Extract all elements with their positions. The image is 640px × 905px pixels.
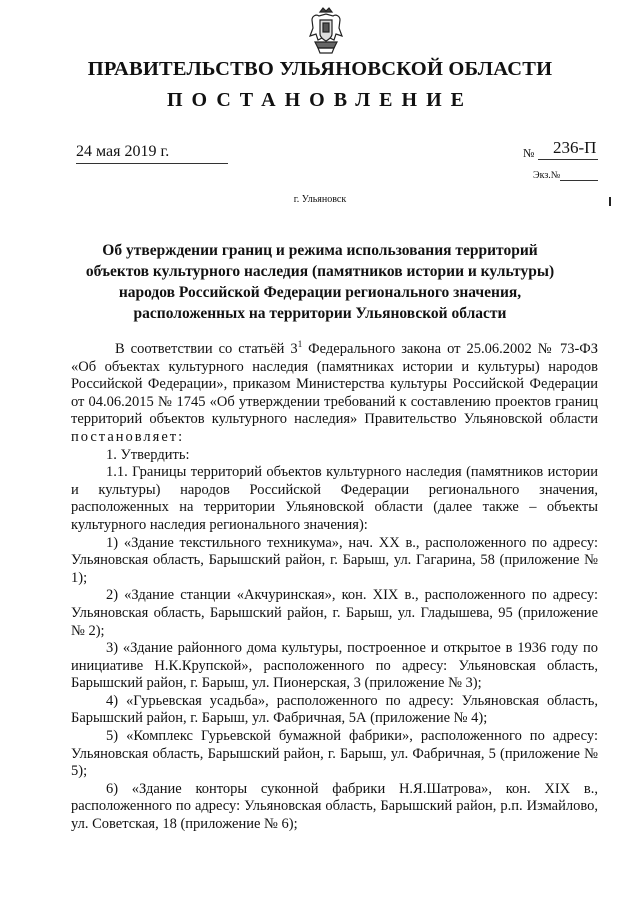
city: г. Ульяновск bbox=[293, 194, 347, 205]
intro-text: Федерального закона от 25.06.2002 № 73-ФЗ «Об объектах культурного наследия (памятниках истории и культуры) народов Российской Федерации», приказом Министерства культуры Российской Федерации от 04.06.2015 № 1745 «Об утверждении требований к составлению проектов границ территорий объектов культурного наследия» Правительство Ульяновской области bbox=[71, 341, 598, 428]
government-name: ПРАВИТЕЛЬСТВО УЛЬЯНОВСКОЙ ОБЛАСТИ bbox=[87, 58, 553, 80]
copy-number-label: Экз.№ bbox=[533, 170, 561, 181]
title-line: объектов культурного наследия (памятников истории и культуры) bbox=[85, 263, 555, 280]
title-line: Об утверждении границ и режима использования территорий bbox=[102, 242, 538, 259]
document-date: 24 мая 2019 г. bbox=[76, 143, 170, 160]
date-underline bbox=[76, 163, 228, 164]
document-body bbox=[71, 341, 598, 834]
article-superscript: 1 bbox=[297, 339, 303, 350]
intro-end: : bbox=[178, 428, 183, 445]
list-item: 5) «Комплекс Гурьевской бумажной фабрики», расположенного по адресу: Ульяновская область, Барышский район, г. Барыш, ул. Фабричная, 5 (приложение № 5); bbox=[71, 728, 598, 780]
list-item: 4) «Гурьевская усадьба», расположенного по адресу: Ульяновская область, Барышский район, г. Барыш, ул. Фабричная, 5А (приложение № 4); bbox=[71, 692, 598, 727]
list-item: 2) «Здание станции «Акчуринская», кон. ХIХ в., расположенного по адресу: Ульяновская область, Барышский район, г. Барыш, ул. Гладышева, 95 (приложение № 2); bbox=[71, 587, 598, 639]
clause-1-1: 1.1. Границы территорий объектов культурного наследия (памятников истории и культуры) народов Российской Федерации регионального значения, расположенных на территории Ульяновской области (далее также – объекты культурного наследия регионального значения): bbox=[71, 464, 598, 533]
list-item: 3) «Здание районного дома культуры, построенное и открытое в 1936 году по инициативе Н.К.Крупской», расположенного по адресу: Ульяновская область, Барышский район, г. Барыш, ул. Пионерская, 3 (приложение № 3); bbox=[71, 640, 598, 692]
number-underline bbox=[538, 159, 598, 160]
title-line: народов Российской Федерации регионального значения, bbox=[118, 284, 522, 301]
document-number: 236-П bbox=[553, 138, 597, 157]
document-title bbox=[70, 240, 570, 324]
resolves-word: постановляет bbox=[71, 428, 179, 445]
approve-clause: 1. Утвердить: bbox=[106, 446, 190, 463]
copy-number-underline bbox=[560, 180, 598, 181]
title-line: расположенных на территории Ульяновской области bbox=[133, 305, 507, 322]
list-item: 1) «Здание текстильного техникума», нач. ХХ в., расположенного по адресу: Ульяновская область, Барышский район, г. Барыш, ул. Гагарина, 58 (приложение № 1); bbox=[71, 534, 598, 586]
list-item: 6) «Здание конторы суконной фабрики Н.Я.Шатрова», кон. ХIХ в., расположенного по адресу: Ульяновская область, Барышский район, р.п. Измайлово, ул. Советская, 18 (приложение № 6); bbox=[71, 780, 598, 833]
document-type: ПОСТАНОВЛЕНИЕ bbox=[167, 89, 473, 111]
intro-text-start: В соответствии со статьёй 3 bbox=[115, 341, 298, 357]
intro-paragraph bbox=[71, 341, 598, 447]
coat-of-arms-icon bbox=[306, 6, 346, 56]
number-sign: № bbox=[523, 146, 535, 160]
